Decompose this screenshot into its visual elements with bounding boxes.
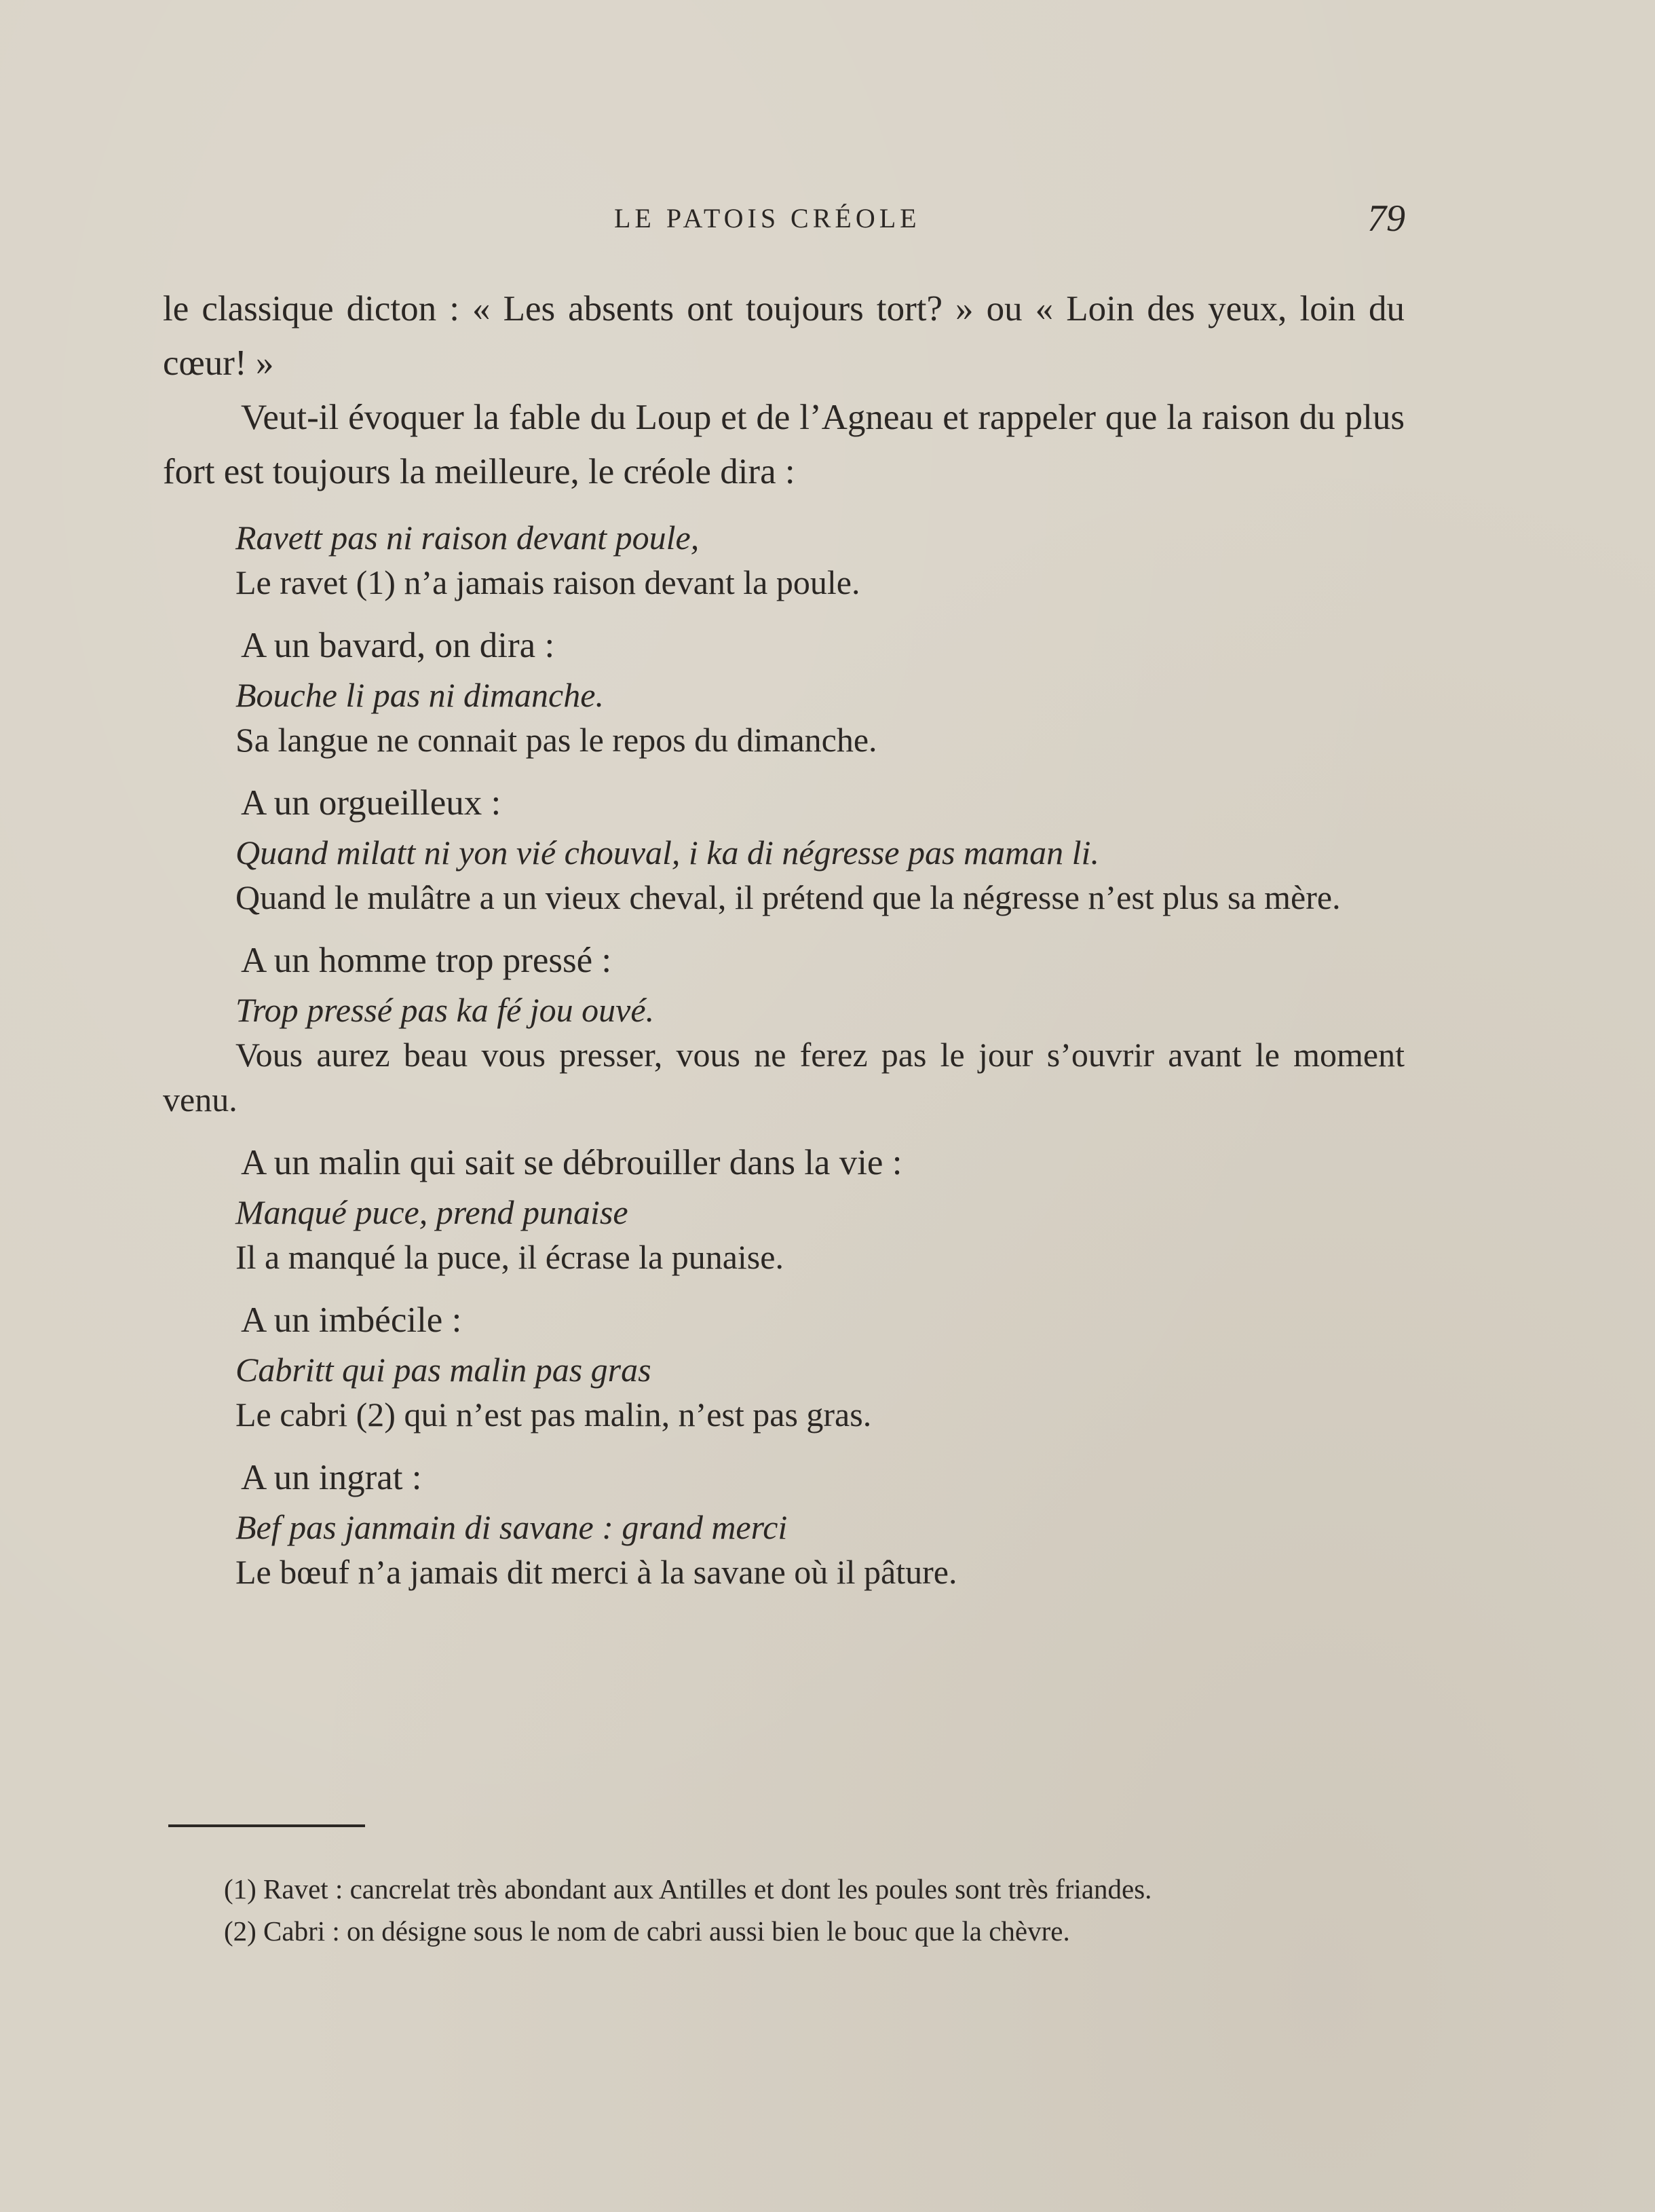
proverb-entry [163,515,1405,605]
proverb-creole: Bef pas janmain di savane : grand merci [235,1508,788,1546]
proverb-entry [163,776,1405,920]
proverb-creole: Cabritt qui pas malin pas gras [235,1351,651,1389]
proverb-entry [163,1136,1405,1279]
proverb-creole: Bouche li pas ni dimanche. [235,676,604,714]
proverb-creole: Ravett pas ni raison devant poule, [235,519,700,557]
body-text [163,282,1405,1594]
proverb-lead: A un homme trop pressé : [241,941,612,980]
proverb-creole: Quand milatt ni yon vié chouval, i ka di négresse pas maman li. [235,833,1099,871]
paragraph-1: le classique dicton : « Les absents ont toujours tort? » ou « Loin des yeux, loin du cœur! » [163,289,1405,383]
proverb-translation: Le bœuf n’a jamais dit merci à la savane où il pâture. [235,1553,957,1591]
proverb-entry [163,933,1405,1122]
proverb-lead: A un imbécile : [241,1300,462,1340]
proverb-translation: Vous aurez beau vous presser, vous ne ferez pas le jour s’ouvrir avant le moment venu. [163,1036,1405,1119]
page-header [0,197,1655,251]
running-title: LE PATOIS CRÉOLE [614,203,921,233]
proverb-translation: Quand le mulâtre a un vieux cheval, il prétend que la négresse n’est plus sa mère. [235,878,1341,916]
proverb-translation: Le cabri (2) qui n’est pas malin, n’est pas gras. [235,1395,872,1433]
proverb-translation: Sa langue ne connait pas le repos du dimanche. [235,721,877,759]
footnote-2: (2) Cabri : on désigne sous le nom de cabri aussi bien le bouc que la chèvre. [224,1915,1070,1947]
proverb-lead: A un malin qui sait se débrouiller dans la vie : [241,1143,902,1182]
proverb-lead: A un ingrat : [241,1458,422,1497]
footnotes [224,1868,1418,1952]
proverb-lead: A un bavard, on dira : [241,626,555,665]
paragraph-2: Veut-il évoquer la fable du Loup et de l’Agneau et rappeler que la raison du plus fort est toujours la meilleure, le créole dira : [163,398,1405,491]
proverb-lead: A un orgueilleux : [241,783,501,823]
proverb-creole: Trop pressé pas ka fé jou ouvé. [235,991,655,1029]
proverb-creole: Manqué puce, prend punaise [235,1193,628,1231]
proverb-entry [163,618,1405,762]
footnote-rule [168,1824,365,1827]
footnote-1: (1) Ravet : cancrelat très abondant aux Antilles et dont les poules sont très friandes. [224,1873,1152,1905]
proverb-entry [163,1450,1405,1594]
page-number: 79 [1367,198,1405,240]
proverb-translation: Il a manqué la puce, il écrase la punaise. [235,1238,784,1276]
proverb-entry [163,1293,1405,1437]
proverb-translation: Le ravet (1) n’a jamais raison devant la poule. [235,563,860,601]
